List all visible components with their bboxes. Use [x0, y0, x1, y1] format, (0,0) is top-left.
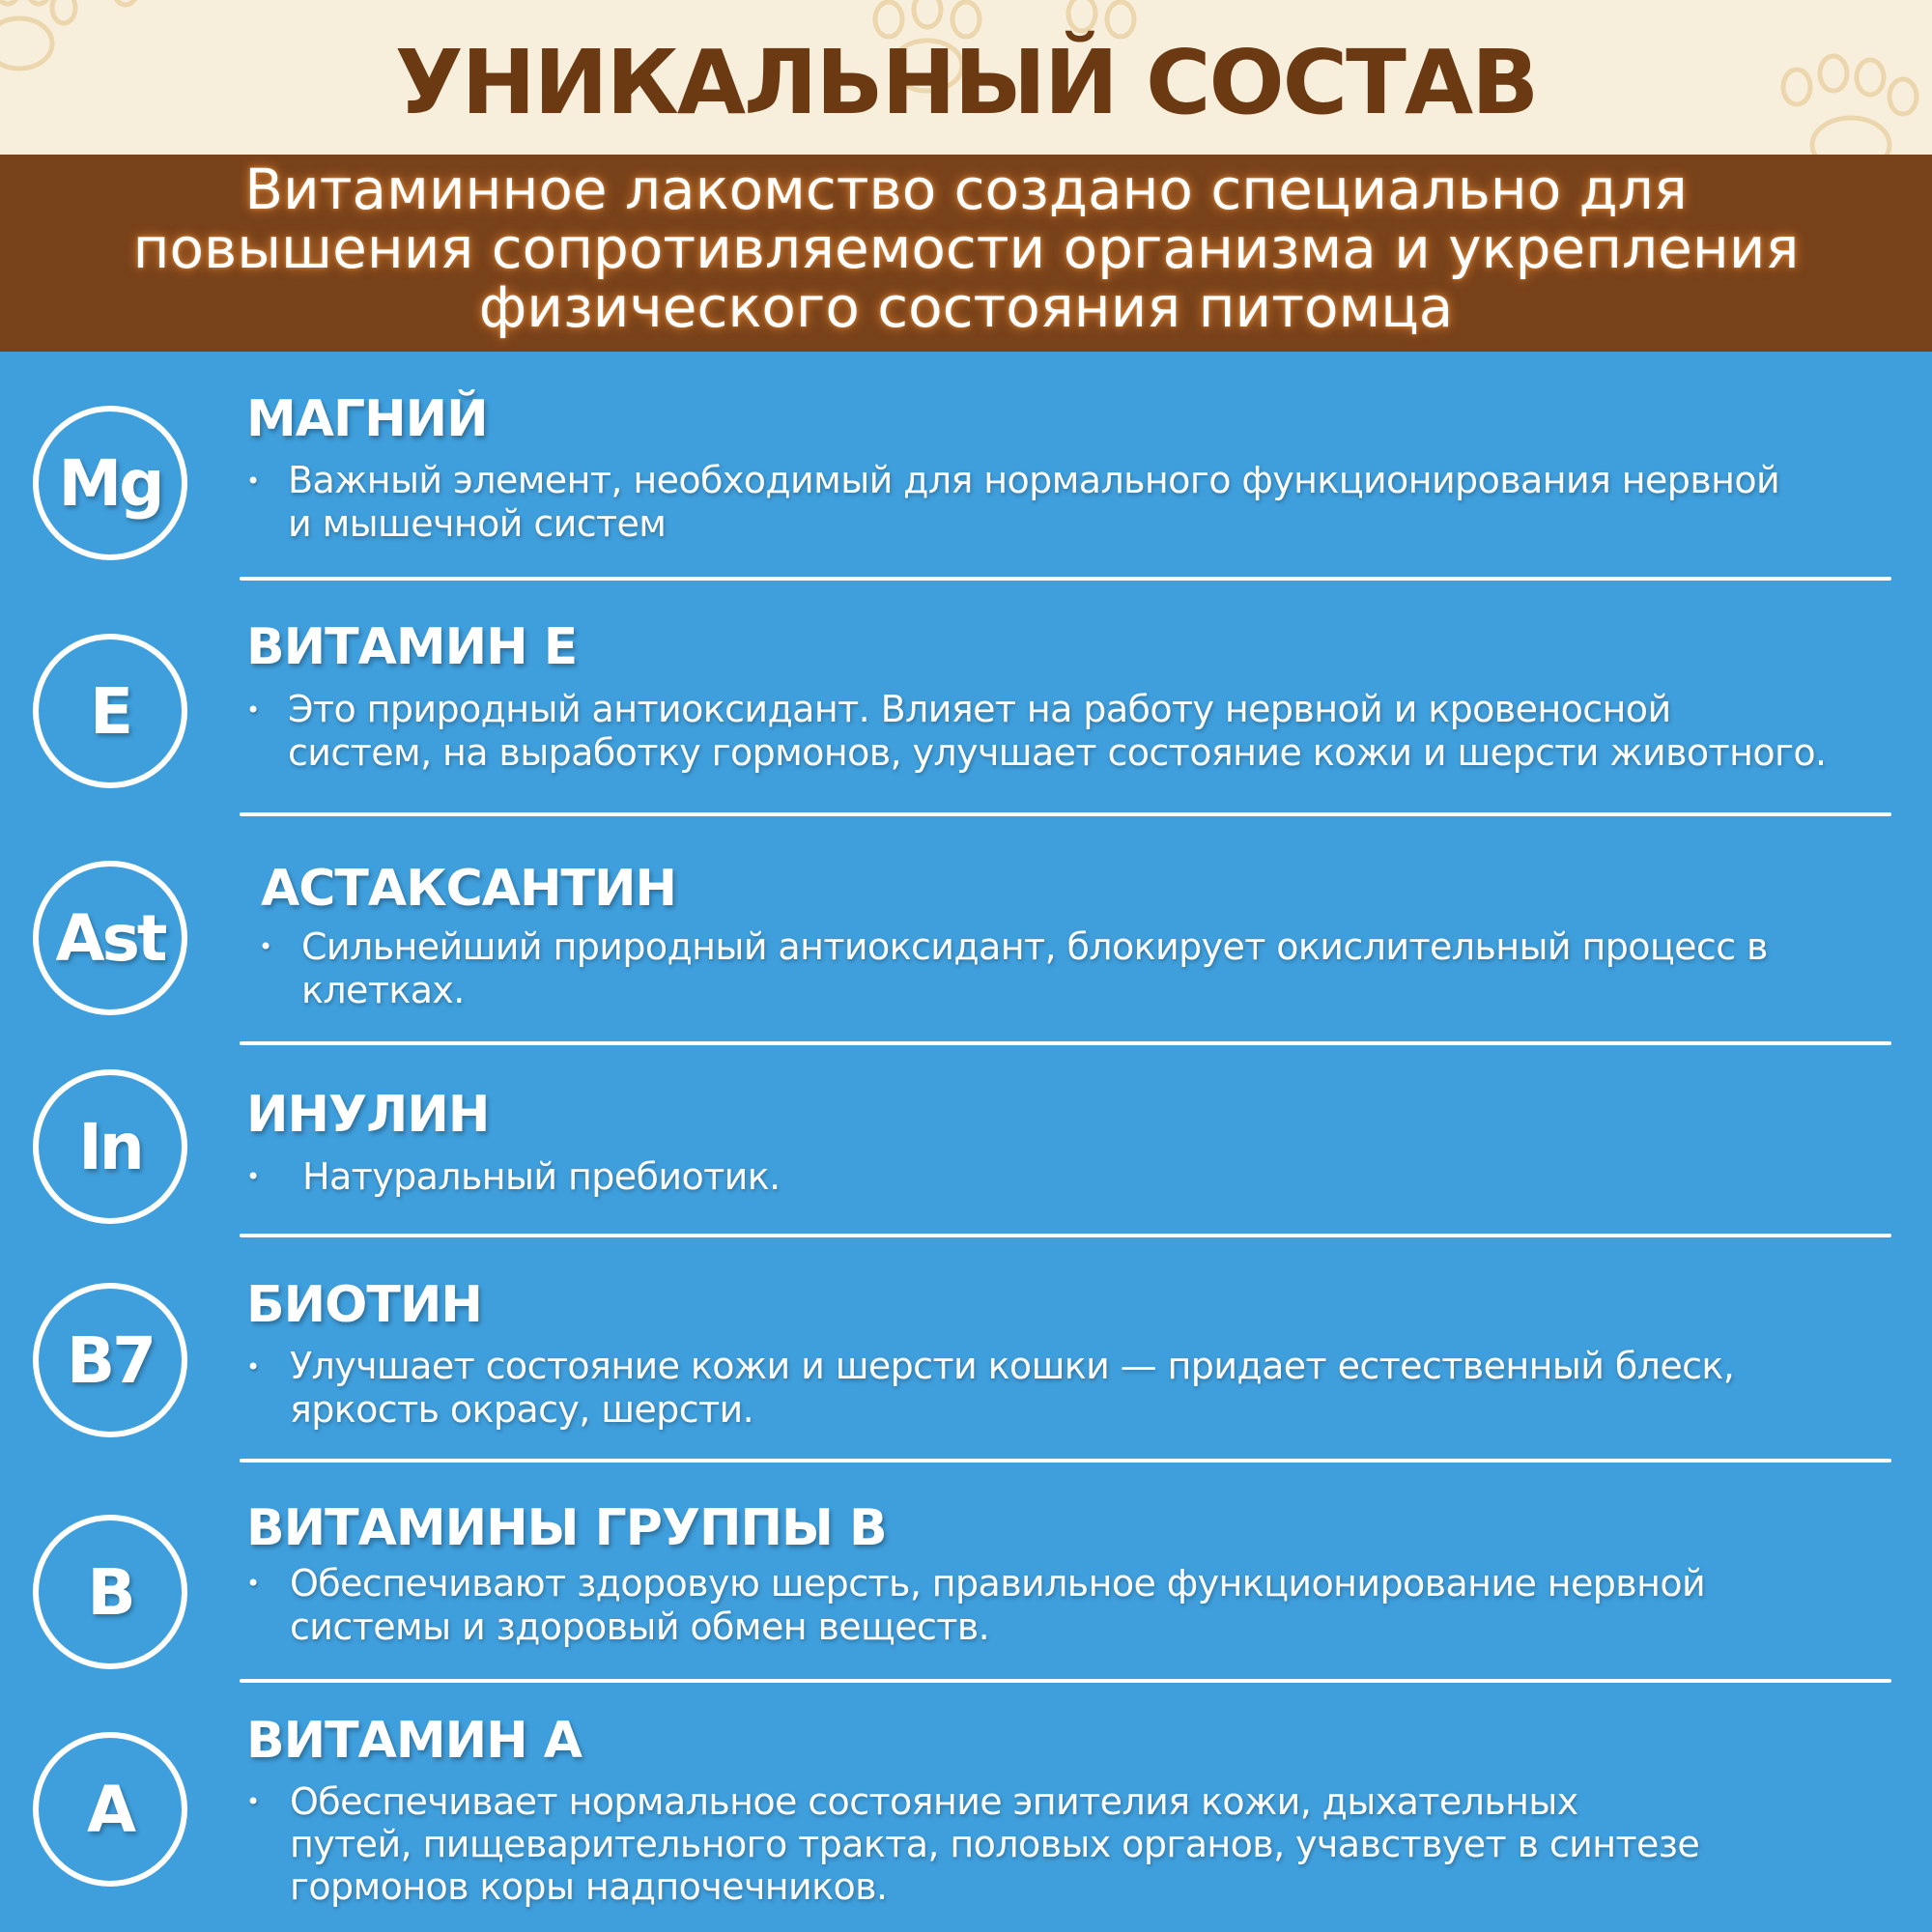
bullet: • — [259, 933, 273, 960]
item-description — [302, 1155, 1925, 1199]
badge-b7: B7 — [33, 1283, 187, 1437]
description-line: Обеспечивают здоровую шерсть, правильное функционирование нервной — [290, 1562, 1706, 1605]
item-title: МАГНИЙ — [246, 390, 488, 448]
badge-ast: Ast — [33, 861, 187, 1015]
badge-a: A — [33, 1732, 187, 1887]
description-line: Натуральный пребиотик. — [302, 1155, 781, 1198]
description-line: системы и здоровый обмен веществ. — [290, 1605, 990, 1648]
item-description — [290, 1562, 1913, 1649]
item-title: БИОТИН — [246, 1276, 482, 1334]
bullet: • — [246, 1163, 261, 1190]
badge-b: B — [33, 1515, 187, 1669]
item-title: ВИТАМИН А — [246, 1712, 582, 1770]
item-title: АСТАКСАНТИН — [261, 860, 677, 918]
subtitle-line: физического состояния питомца — [478, 274, 1454, 340]
item-description — [290, 1345, 1913, 1432]
item-description — [290, 1780, 1913, 1908]
bullet: • — [246, 1788, 261, 1815]
item-description — [288, 688, 1911, 775]
item-description — [301, 925, 1924, 1012]
page-title: УНИКАЛЬНЫЙ СОСТАВ — [394, 31, 1538, 134]
item-title: ВИТАМИН Е — [246, 618, 578, 676]
badge-e: E — [33, 634, 187, 788]
item-title: ВИТАМИНЫ ГРУППЫ В — [246, 1499, 887, 1557]
bullet: • — [246, 468, 261, 495]
divider — [240, 1234, 1891, 1237]
bullet: • — [246, 1570, 261, 1597]
header-area — [0, 0, 1932, 155]
subtitle — [39, 156, 1893, 340]
bullet: • — [246, 1353, 261, 1380]
description-line: яркость окрасу, шерсти. — [290, 1388, 754, 1431]
item-title: ИНУЛИН — [246, 1086, 490, 1144]
badge-in: In — [33, 1069, 187, 1224]
description-line: гормонов коры надпочечников. — [290, 1865, 888, 1908]
description-line: Важный элемент, необходимый для нормального функционирования нервной — [288, 459, 1780, 501]
divider — [240, 812, 1891, 816]
description-line: систем, на выработку гормонов, улучшает состояние кожи и шерсти животного. — [288, 731, 1827, 774]
divider — [240, 1459, 1891, 1463]
divider — [240, 1679, 1891, 1683]
description-line: Улучшает состояние кожи и шерсти кошки — придает естественный блеск, — [290, 1345, 1735, 1387]
divider — [240, 577, 1891, 581]
description-line: путей, пищеварительного тракта, половых органов, учавствует в синтезе — [290, 1823, 1700, 1865]
subtitle-line: Витаминное лакомство создано специально для — [244, 156, 1688, 222]
description-line: Это природный антиоксидант. Влияет на работу нервной и кровеносной — [288, 688, 1671, 730]
description-line: клетках. — [301, 969, 465, 1011]
divider — [240, 1041, 1891, 1045]
description-line: и мышечной систем — [288, 502, 667, 545]
description-line: Сильнейший природный антиоксидант, блокирует окислительный процесс в — [301, 925, 1768, 968]
badge-mg: Mg — [33, 406, 187, 560]
item-description — [288, 459, 1911, 546]
bullet: • — [246, 696, 261, 724]
subtitle-line: повышения сопротивляемости организма и укрепления — [132, 215, 1800, 281]
description-line: Обеспечивает нормальное состояние эпителия кожи, дыхательных — [290, 1780, 1578, 1823]
